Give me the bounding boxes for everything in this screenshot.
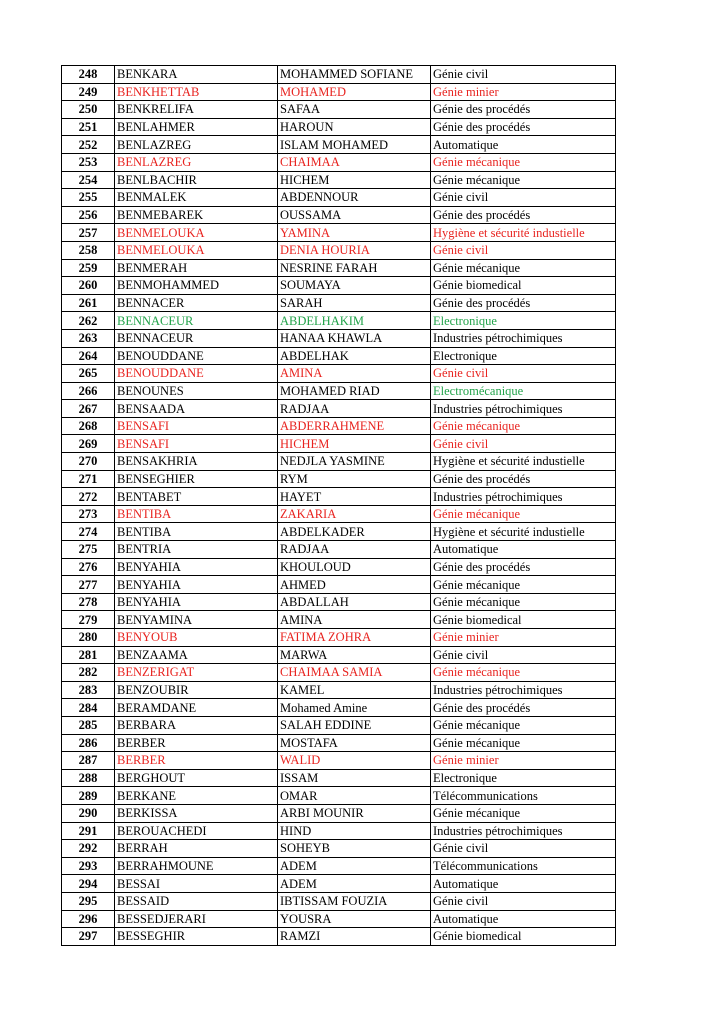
table-row [62, 329, 616, 347]
table-row [62, 382, 616, 400]
table-row [62, 206, 616, 224]
row-number: 257 [62, 224, 115, 242]
last-name-cell: BERKANE [115, 787, 278, 805]
first-name-cell: SOHEYB [278, 840, 431, 858]
table-row [62, 892, 616, 910]
last-name-cell: BENKRELIFA [115, 101, 278, 119]
department-cell: Télécommunications [431, 857, 616, 875]
first-name-cell: ISLAM MOHAMED [278, 136, 431, 154]
department-cell: Génie civil [431, 189, 616, 207]
first-name-cell: CHAIMAA [278, 153, 431, 171]
table-row [62, 769, 616, 787]
row-number: 261 [62, 294, 115, 312]
student-list-body [62, 66, 616, 946]
last-name-cell: BENMERAH [115, 259, 278, 277]
table-row [62, 189, 616, 207]
last-name-cell: BENTRIA [115, 541, 278, 559]
department-cell: Electronique [431, 312, 616, 330]
student-list-table [61, 65, 616, 946]
first-name-cell: AMINA [278, 611, 431, 629]
first-name-cell: Mohamed Amine [278, 699, 431, 717]
department-cell: Industries pétrochimiques [431, 488, 616, 506]
department-cell: Génie mécanique [431, 804, 616, 822]
department-cell: Génie mécanique [431, 593, 616, 611]
first-name-cell: FATIMA ZOHRA [278, 629, 431, 647]
last-name-cell: BESSAID [115, 892, 278, 910]
row-number: 295 [62, 892, 115, 910]
table-row [62, 681, 616, 699]
first-name-cell: KHOULOUD [278, 558, 431, 576]
department-cell: Génie des procédés [431, 101, 616, 119]
first-name-cell: SARAH [278, 294, 431, 312]
row-number: 287 [62, 752, 115, 770]
department-cell: Génie des procédés [431, 294, 616, 312]
last-name-cell: BESSEGHIR [115, 928, 278, 946]
first-name-cell: MOHAMED RIAD [278, 382, 431, 400]
last-name-cell: BERAMDANE [115, 699, 278, 717]
row-number: 273 [62, 505, 115, 523]
last-name-cell: BENYAHIA [115, 558, 278, 576]
row-number: 283 [62, 681, 115, 699]
last-name-cell: BEROUACHEDI [115, 822, 278, 840]
row-number: 255 [62, 189, 115, 207]
row-number: 268 [62, 417, 115, 435]
row-number: 253 [62, 153, 115, 171]
department-cell: Génie mécanique [431, 171, 616, 189]
row-number: 264 [62, 347, 115, 365]
table-row [62, 259, 616, 277]
last-name-cell: BENSAFI [115, 417, 278, 435]
last-name-cell: BENNACEUR [115, 312, 278, 330]
first-name-cell: RADJAA [278, 400, 431, 418]
last-name-cell: BERBER [115, 752, 278, 770]
first-name-cell: ADEM [278, 857, 431, 875]
last-name-cell: BENKHETTAB [115, 83, 278, 101]
last-name-cell: BENMEBAREK [115, 206, 278, 224]
row-number: 282 [62, 664, 115, 682]
department-cell: Génie mécanique [431, 259, 616, 277]
row-number: 256 [62, 206, 115, 224]
last-name-cell: BENLAZREG [115, 136, 278, 154]
first-name-cell: SOUMAYA [278, 277, 431, 295]
department-cell: Industries pétrochimiques [431, 681, 616, 699]
last-name-cell: BENTABET [115, 488, 278, 506]
row-number: 249 [62, 83, 115, 101]
last-name-cell: BENTIBA [115, 523, 278, 541]
table-row [62, 470, 616, 488]
department-cell: Génie des procédés [431, 118, 616, 136]
row-number: 252 [62, 136, 115, 154]
last-name-cell: BENKARA [115, 66, 278, 84]
table-row [62, 857, 616, 875]
department-cell: Génie des procédés [431, 699, 616, 717]
last-name-cell: BENSAKHRIA [115, 453, 278, 471]
first-name-cell: ARBI MOUNIR [278, 804, 431, 822]
row-number: 265 [62, 365, 115, 383]
first-name-cell: OUSSAMA [278, 206, 431, 224]
last-name-cell: BENSAADA [115, 400, 278, 418]
first-name-cell: ABDELHAK [278, 347, 431, 365]
last-name-cell: BESSAI [115, 875, 278, 893]
row-number: 251 [62, 118, 115, 136]
table-row [62, 646, 616, 664]
last-name-cell: BENNACER [115, 294, 278, 312]
row-number: 267 [62, 400, 115, 418]
first-name-cell: AMINA [278, 365, 431, 383]
row-number: 293 [62, 857, 115, 875]
table-row [62, 593, 616, 611]
department-cell: Génie mécanique [431, 576, 616, 594]
last-name-cell: BERRAH [115, 840, 278, 858]
table-row [62, 118, 616, 136]
table-row [62, 136, 616, 154]
last-name-cell: BENSEGHIER [115, 470, 278, 488]
first-name-cell: RYM [278, 470, 431, 488]
last-name-cell: BENMELOUKA [115, 241, 278, 259]
department-cell: Télécommunications [431, 787, 616, 805]
first-name-cell: SALAH EDDINE [278, 716, 431, 734]
row-number: 278 [62, 593, 115, 611]
department-cell: Génie civil [431, 241, 616, 259]
department-cell: Génie mécanique [431, 153, 616, 171]
row-number: 294 [62, 875, 115, 893]
row-number: 280 [62, 629, 115, 647]
department-cell: Automatique [431, 875, 616, 893]
department-cell: Génie mécanique [431, 734, 616, 752]
row-number: 296 [62, 910, 115, 928]
table-row [62, 417, 616, 435]
table-row [62, 277, 616, 295]
row-number: 248 [62, 66, 115, 84]
last-name-cell: BENLAHMER [115, 118, 278, 136]
last-name-cell: BENOUDDANE [115, 365, 278, 383]
last-name-cell: BERRAHMOUNE [115, 857, 278, 875]
row-number: 276 [62, 558, 115, 576]
last-name-cell: BENTIBA [115, 505, 278, 523]
last-name-cell: BENMALEK [115, 189, 278, 207]
first-name-cell: HICHEM [278, 171, 431, 189]
department-cell: Génie civil [431, 365, 616, 383]
table-row [62, 752, 616, 770]
first-name-cell: WALID [278, 752, 431, 770]
table-row [62, 822, 616, 840]
first-name-cell: MOHAMED [278, 83, 431, 101]
table-row [62, 928, 616, 946]
table-row [62, 66, 616, 84]
table-row [62, 505, 616, 523]
department-cell: Génie des procédés [431, 470, 616, 488]
row-number: 254 [62, 171, 115, 189]
first-name-cell: CHAIMAA SAMIA [278, 664, 431, 682]
first-name-cell: RADJAA [278, 541, 431, 559]
table-row [62, 400, 616, 418]
first-name-cell: NEDJLA YASMINE [278, 453, 431, 471]
last-name-cell: BERBARA [115, 716, 278, 734]
first-name-cell: SAFAA [278, 101, 431, 119]
table-row [62, 241, 616, 259]
table-row [62, 294, 616, 312]
last-name-cell: BENYAHIA [115, 576, 278, 594]
first-name-cell: ABDALLAH [278, 593, 431, 611]
row-number: 281 [62, 646, 115, 664]
department-cell: Génie biomedical [431, 277, 616, 295]
department-cell: Génie mécanique [431, 417, 616, 435]
department-cell: Hygiène et sécurité industielle [431, 224, 616, 242]
first-name-cell: MARWA [278, 646, 431, 664]
last-name-cell: BENLBACHIR [115, 171, 278, 189]
row-number: 262 [62, 312, 115, 330]
row-number: 270 [62, 453, 115, 471]
last-name-cell: BENYAHIA [115, 593, 278, 611]
department-cell: Automatique [431, 136, 616, 154]
last-name-cell: BENLAZREG [115, 153, 278, 171]
row-number: 284 [62, 699, 115, 717]
table-row [62, 224, 616, 242]
first-name-cell: ZAKARIA [278, 505, 431, 523]
row-number: 258 [62, 241, 115, 259]
first-name-cell: MOSTAFA [278, 734, 431, 752]
row-number: 277 [62, 576, 115, 594]
first-name-cell: HICHEM [278, 435, 431, 453]
table-row [62, 664, 616, 682]
table-row [62, 558, 616, 576]
first-name-cell: AHMED [278, 576, 431, 594]
department-cell: Hygiène et sécurité industielle [431, 523, 616, 541]
first-name-cell: HIND [278, 822, 431, 840]
department-cell: Génie civil [431, 646, 616, 664]
last-name-cell: BENOUNES [115, 382, 278, 400]
table-row [62, 83, 616, 101]
table-row [62, 347, 616, 365]
department-cell: Electromécanique [431, 382, 616, 400]
table-row [62, 910, 616, 928]
table-row [62, 488, 616, 506]
first-name-cell: HAYET [278, 488, 431, 506]
last-name-cell: BENZERIGAT [115, 664, 278, 682]
row-number: 263 [62, 329, 115, 347]
department-cell: Electronique [431, 347, 616, 365]
row-number: 275 [62, 541, 115, 559]
first-name-cell: YOUSRA [278, 910, 431, 928]
department-cell: Génie civil [431, 840, 616, 858]
department-cell: Génie des procédés [431, 558, 616, 576]
table-row [62, 171, 616, 189]
last-name-cell: BENYOUB [115, 629, 278, 647]
first-name-cell: ABDERRAHMENE [278, 417, 431, 435]
table-row [62, 312, 616, 330]
row-number: 272 [62, 488, 115, 506]
department-cell: Génie des procédés [431, 206, 616, 224]
last-name-cell: BENMELOUKA [115, 224, 278, 242]
first-name-cell: HAROUN [278, 118, 431, 136]
department-cell: Automatique [431, 541, 616, 559]
last-name-cell: BENSAFI [115, 435, 278, 453]
last-name-cell: BERKISSA [115, 804, 278, 822]
first-name-cell: ABDELKADER [278, 523, 431, 541]
row-number: 291 [62, 822, 115, 840]
table-row [62, 787, 616, 805]
table-row [62, 734, 616, 752]
department-cell: Génie civil [431, 66, 616, 84]
last-name-cell: BENZAAMA [115, 646, 278, 664]
department-cell: Industries pétrochimiques [431, 329, 616, 347]
row-number: 288 [62, 769, 115, 787]
table-row [62, 699, 616, 717]
department-cell: Industries pétrochimiques [431, 400, 616, 418]
first-name-cell: RAMZI [278, 928, 431, 946]
department-cell: Génie minier [431, 83, 616, 101]
department-cell: Automatique [431, 910, 616, 928]
row-number: 260 [62, 277, 115, 295]
department-cell: Electronique [431, 769, 616, 787]
last-name-cell: BENOUDDANE [115, 347, 278, 365]
row-number: 297 [62, 928, 115, 946]
table-row [62, 611, 616, 629]
table-row [62, 840, 616, 858]
row-number: 285 [62, 716, 115, 734]
first-name-cell: MOHAMMED SOFIANE [278, 66, 431, 84]
table-row [62, 153, 616, 171]
first-name-cell: NESRINE FARAH [278, 259, 431, 277]
first-name-cell: KAMEL [278, 681, 431, 699]
last-name-cell: BESSEDJERARI [115, 910, 278, 928]
department-cell: Génie mécanique [431, 664, 616, 682]
department-cell: Génie mécanique [431, 716, 616, 734]
table-row [62, 629, 616, 647]
first-name-cell: OMAR [278, 787, 431, 805]
first-name-cell: ABDENNOUR [278, 189, 431, 207]
table-row [62, 541, 616, 559]
row-number: 279 [62, 611, 115, 629]
department-cell: Génie biomedical [431, 611, 616, 629]
last-name-cell: BENMOHAMMED [115, 277, 278, 295]
row-number: 289 [62, 787, 115, 805]
table-row [62, 101, 616, 119]
department-cell: Génie civil [431, 435, 616, 453]
first-name-cell: ABDELHAKIM [278, 312, 431, 330]
table-row [62, 716, 616, 734]
department-cell: Génie civil [431, 892, 616, 910]
table-row [62, 453, 616, 471]
table-row [62, 523, 616, 541]
first-name-cell: IBTISSAM FOUZIA [278, 892, 431, 910]
row-number: 290 [62, 804, 115, 822]
first-name-cell: ADEM [278, 875, 431, 893]
row-number: 286 [62, 734, 115, 752]
row-number: 259 [62, 259, 115, 277]
department-cell: Génie minier [431, 629, 616, 647]
last-name-cell: BENYAMINA [115, 611, 278, 629]
table-row [62, 435, 616, 453]
last-name-cell: BERGHOUT [115, 769, 278, 787]
row-number: 274 [62, 523, 115, 541]
table-row [62, 875, 616, 893]
table-row [62, 804, 616, 822]
row-number: 271 [62, 470, 115, 488]
department-cell: Génie biomedical [431, 928, 616, 946]
row-number: 250 [62, 101, 115, 119]
table-row [62, 365, 616, 383]
last-name-cell: BENZOUBIR [115, 681, 278, 699]
department-cell: Hygiène et sécurité industielle [431, 453, 616, 471]
last-name-cell: BERBER [115, 734, 278, 752]
department-cell: Génie mécanique [431, 505, 616, 523]
last-name-cell: BENNACEUR [115, 329, 278, 347]
row-number: 292 [62, 840, 115, 858]
table-row [62, 576, 616, 594]
department-cell: Industries pétrochimiques [431, 822, 616, 840]
first-name-cell: HANAA KHAWLA [278, 329, 431, 347]
first-name-cell: ISSAM [278, 769, 431, 787]
row-number: 266 [62, 382, 115, 400]
department-cell: Génie minier [431, 752, 616, 770]
first-name-cell: DENIA HOURIA [278, 241, 431, 259]
row-number: 269 [62, 435, 115, 453]
first-name-cell: YAMINA [278, 224, 431, 242]
